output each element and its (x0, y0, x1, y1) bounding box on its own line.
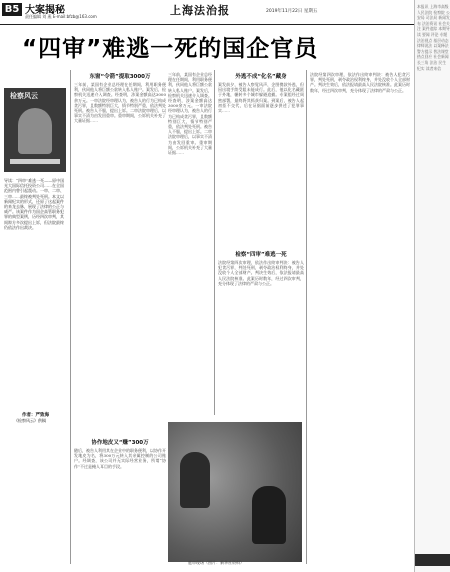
section-body: 随后，被告人利用其在企业中的职务便利，以协作开发地皮为名，将300万元转入其亲属控制的公司账户。经调查，该公司并无实际经营业务，所谓“协作”不过是掩人耳目的手段。 (74, 448, 166, 469)
column-divider (70, 70, 71, 564)
photo-person (180, 452, 210, 508)
photo-person (252, 486, 286, 544)
section-name: 大案揭秘 (25, 5, 65, 16)
column-divider (214, 70, 215, 415)
section-body: 案发前夕，被告人察觉风声，企图携款外逃，但因出境手续受阻未能成行。此后，他以化名藏匿于外地，辗转多个城市躲避追捕。专案组经过周密部署，最终将其抓获归案。到案后，被告人起初拒不交代，后在证据面前逐步供述了犯罪事实…… (218, 82, 304, 114)
source-line: 《检察风云》供稿 (14, 418, 46, 423)
section-body-continued: 法院经第四次审理，依法作出终审判决：被告人犯贪污罪，判处死刑，剥夺政治权利终身，并处没收个人全部财产。判决生效后，依法报请最高人民法院核准。此案历时数年，经过四次审判，充分体现了法律的严肃与公正。 (310, 72, 410, 93)
section-title: 协作地皮又“赚”300万 (91, 440, 149, 446)
page-number: B5 (2, 3, 22, 16)
court-photo (168, 422, 302, 562)
right-rail-column (414, 0, 450, 572)
section-body: 三年前，某国有企业总经理在任期间，利用职务便利，伙同他人将巨额公款转入私人账户。案发后，检察机关迅速介入调查。经查明，涉案金额高达3000余万元。一审法院经审理认为，被告人的行为已构成贪污罪，且数额特别巨大，情节特别严重，依法判处死刑。被告人不服，提出上诉。二审法院审理后，以事实不清为由发回重审。重审期间，公诉机关补充了大量证据…… (74, 82, 166, 124)
page-headline: “四审”难逃一死的国企官员 (22, 36, 319, 62)
section-body: 法院经第四次审理，依法作出终审判决：被告人犯贪污罪，判处死刑，剥夺政治权利终身，并处没收个人全部财产。判决生效后，依法报请最高人民法院核准。此案历时数年，经过四次审判，充分体现了法律的严肃与公正。 (218, 260, 304, 286)
newspaper-masthead: 上海法治报 (170, 4, 230, 17)
dateline: 2019年11月22日 星期五 (266, 9, 318, 14)
section-title: 外逃不成“化名”藏身 (235, 74, 287, 80)
section-body-continued: 三年前，某国有企业总经理在任期间，利用职务便利，伙同他人将巨额公款转入私人账户。案发后，检察机关迅速介入调查。经查明，涉案金额高达3000余万元。一审法院经审理认为，被告人的行为已构成贪污罪，且数额特别巨大，情节特别严重，依法判处死刑。被告人不服，提出上诉。二审法院审理后，以事实不清为由发回重审。重审期间，公诉机关补充了大量证据…… (168, 72, 212, 156)
cover-figure (18, 108, 52, 154)
column-divider (306, 70, 307, 564)
section-title: 检察“四审”难逃一死 (235, 252, 287, 258)
rail-footer-block (415, 554, 450, 566)
cover-footer (10, 159, 60, 164)
author-line: 作者：严致海 (22, 413, 49, 418)
photo-caption: 庭审现场（图片：新华社资料） (188, 560, 244, 565)
rail-text: 本报讯 上海市高级人民法院 检察院 公安局 司法局 新闻发布 法治资讯 社会关注 案件追踪 本期导读 要闻 评论 专题 法治视点 基层动态 律师说法 以案释法 警方提示 普法课堂 热点回应 社会新闻 长三角 法治 民生 纪实 读者来信 (417, 4, 450, 71)
editor-credit: 责任编辑 刘 燕 E-mail:bfzb@163.com (25, 14, 97, 19)
magazine-cover-image (4, 88, 66, 172)
intro-text: 导读：“四审”难逃一死——原中国光大国际信托投资公司……在全国范围内曾引起震动。一审、二审、三审……最终被判处死刑。本文以新闻纪实的形式，还原了这起案件的来龙去脉，展现了法律的公正与威严。该案件作为国企高管职务犯罪的典型案例，历经四次审判，其间辩方多次提出上诉，但法院最终仍依法作出裁决。 (4, 178, 65, 230)
cover-title: 检察风云 (10, 92, 38, 100)
section-title: 东窗“令箭”提取3000万 (89, 74, 151, 80)
